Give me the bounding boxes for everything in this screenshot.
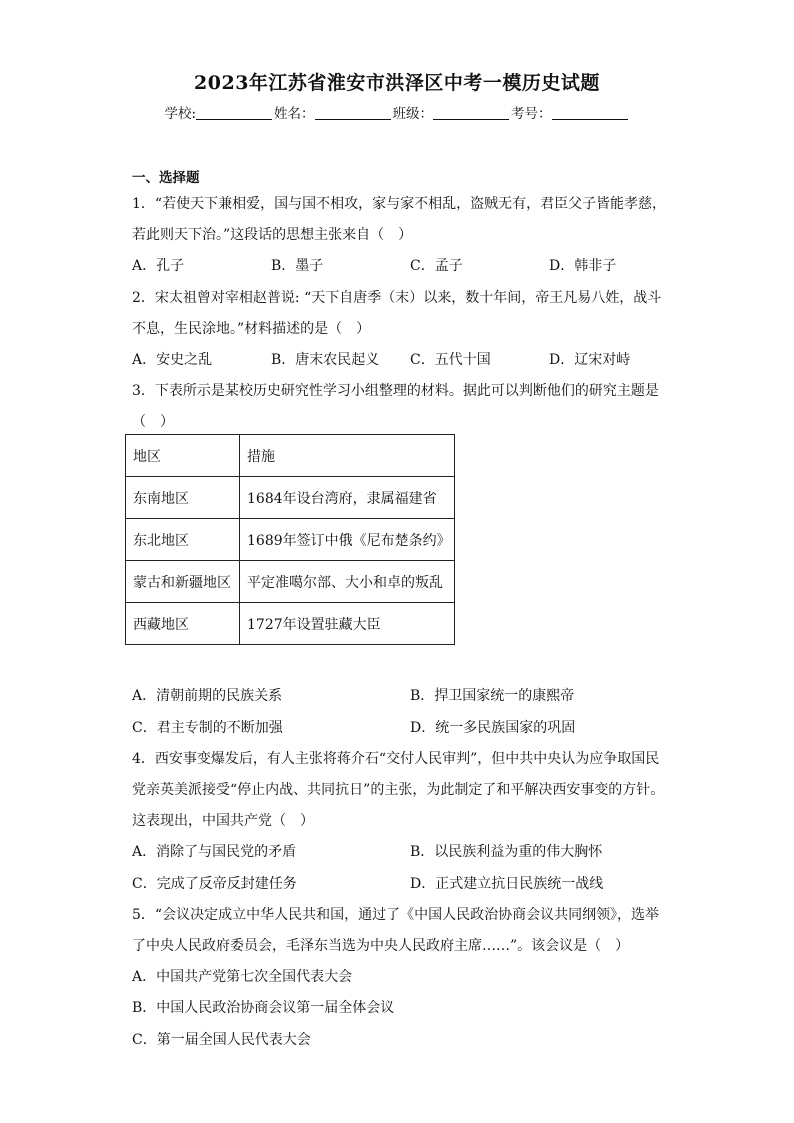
exam-title: 2023年江苏省淮安市洪泽区中考一模历史试题 — [194, 72, 600, 94]
table-header-measure: 措施 — [240, 435, 455, 477]
name-label: 姓名： — [274, 106, 315, 122]
question-2-line-1: 2．宋太祖曾对宰相赵普说: “天下自唐季（末）以来，数十年间，帝王凡易八姓，战斗 — [132, 290, 662, 306]
table-cell-measure: 1684年设台湾府，隶属福建省 — [240, 477, 455, 519]
table-row — [126, 477, 455, 519]
question-2-option-d[interactable]: D．辽宋对峙 — [549, 352, 631, 368]
class-label: 班级： — [392, 106, 434, 122]
table-cell-measure: 1727年设置驻藏大臣 — [240, 603, 455, 645]
question-2-line-2: 不息，生民涂地。”材料描述的是（ ） — [132, 321, 371, 337]
section-title: 一、选择题 — [132, 170, 200, 186]
student-info-row — [0, 102, 794, 122]
class-blank[interactable] — [433, 105, 509, 120]
table-row — [126, 519, 455, 561]
question-3-line-1: 3．下表所示是某校历史研究性学习小组整理的材料。据此可以判断他们的研究主题是 — [132, 383, 659, 399]
question-3-table — [125, 434, 455, 645]
question-1-option-c[interactable]: C．孟子 — [410, 258, 463, 274]
school-label: 学校: — [164, 106, 197, 122]
school-blank[interactable] — [196, 105, 272, 120]
name-blank[interactable] — [315, 105, 391, 120]
question-5-line-2: 了中央人民政府委员会，毛泽东当选为中央人民政府主席……”。该会议是（ ） — [132, 938, 630, 954]
table-header-row — [126, 435, 455, 477]
table-cell-region: 东北地区 — [126, 519, 240, 561]
table-cell-region: 东南地区 — [126, 477, 240, 519]
question-1-option-b[interactable]: B．墨子 — [271, 258, 324, 274]
question-3-option-b[interactable]: B．捍卫国家统一的康熙帝 — [410, 688, 575, 704]
question-5-option-a[interactable]: A．中国共产党第七次全国代表大会 — [132, 969, 353, 985]
question-1-option-a[interactable]: A．孔子 — [132, 258, 185, 274]
table-row — [126, 603, 455, 645]
exam-number-label: 考号： — [511, 106, 552, 122]
question-4-line-3: 这表现出，中国共产党（ ） — [132, 813, 314, 829]
question-3-option-c[interactable]: C．君主专制的不断加强 — [132, 720, 283, 736]
question-2-option-c[interactable]: C．五代十国 — [410, 352, 491, 368]
question-1-line-2: 若此则天下治。”这段话的思想主张来自（ ） — [132, 227, 413, 243]
table-cell-measure: 平定准噶尔部、大小和卓的叛乱 — [240, 561, 455, 603]
table-header-region: 地区 — [126, 435, 240, 477]
question-5-line-1: 5．“会议决定成立中华人民共和国，通过了《中国人民政治协商会议共同纲领》，选举 — [132, 907, 660, 923]
question-5-option-b[interactable]: B．中国人民政治协商会议第一届全体会议 — [132, 1000, 395, 1016]
question-3-option-a[interactable]: A．清朝前期的民族关系 — [132, 688, 283, 704]
question-4-option-c[interactable]: C．完成了反帝反封建任务 — [132, 876, 297, 892]
question-4-option-b[interactable]: B．以民族利益为重的伟大胸怀 — [410, 844, 603, 860]
question-2-option-a[interactable]: A．安史之乱 — [132, 352, 213, 368]
table-row — [126, 561, 455, 603]
question-4-line-2: 党亲英美派接受“停止内战、共同抗日”的主张，为此制定了和平解决西安事变的方针。 — [132, 782, 665, 798]
question-1-option-d[interactable]: D．韩非子 — [549, 258, 617, 274]
question-4-option-a[interactable]: A．消除了与国民党的矛盾 — [132, 844, 297, 860]
table-cell-measure: 1689年签订中俄《尼布楚条约》 — [240, 519, 455, 561]
question-4-option-d[interactable]: D．正式建立抗日民族统一战线 — [410, 876, 604, 892]
question-2-option-b[interactable]: B．唐末农民起义 — [271, 352, 380, 368]
exam-number-blank[interactable] — [552, 105, 628, 120]
question-3-line-2: （ ） — [132, 414, 174, 430]
question-3-option-d[interactable]: D．统一多民族国家的巩固 — [410, 720, 576, 736]
table-cell-region: 蒙古和新疆地区 — [126, 561, 240, 603]
question-1-line-1: 1．“若使天下兼相爱，国与国不相攻，家与家不相乱，盗贼无有，君臣父子皆能孝慈， — [132, 196, 667, 212]
question-4-line-1: 4．西安事变爆发后，有人主张将蒋介石“交付人民审判”，但中共中央认为应争取国民 — [132, 751, 660, 767]
question-5-option-c[interactable]: C．第一届全国人民代表大会 — [132, 1032, 311, 1048]
table-cell-region: 西藏地区 — [126, 603, 240, 645]
